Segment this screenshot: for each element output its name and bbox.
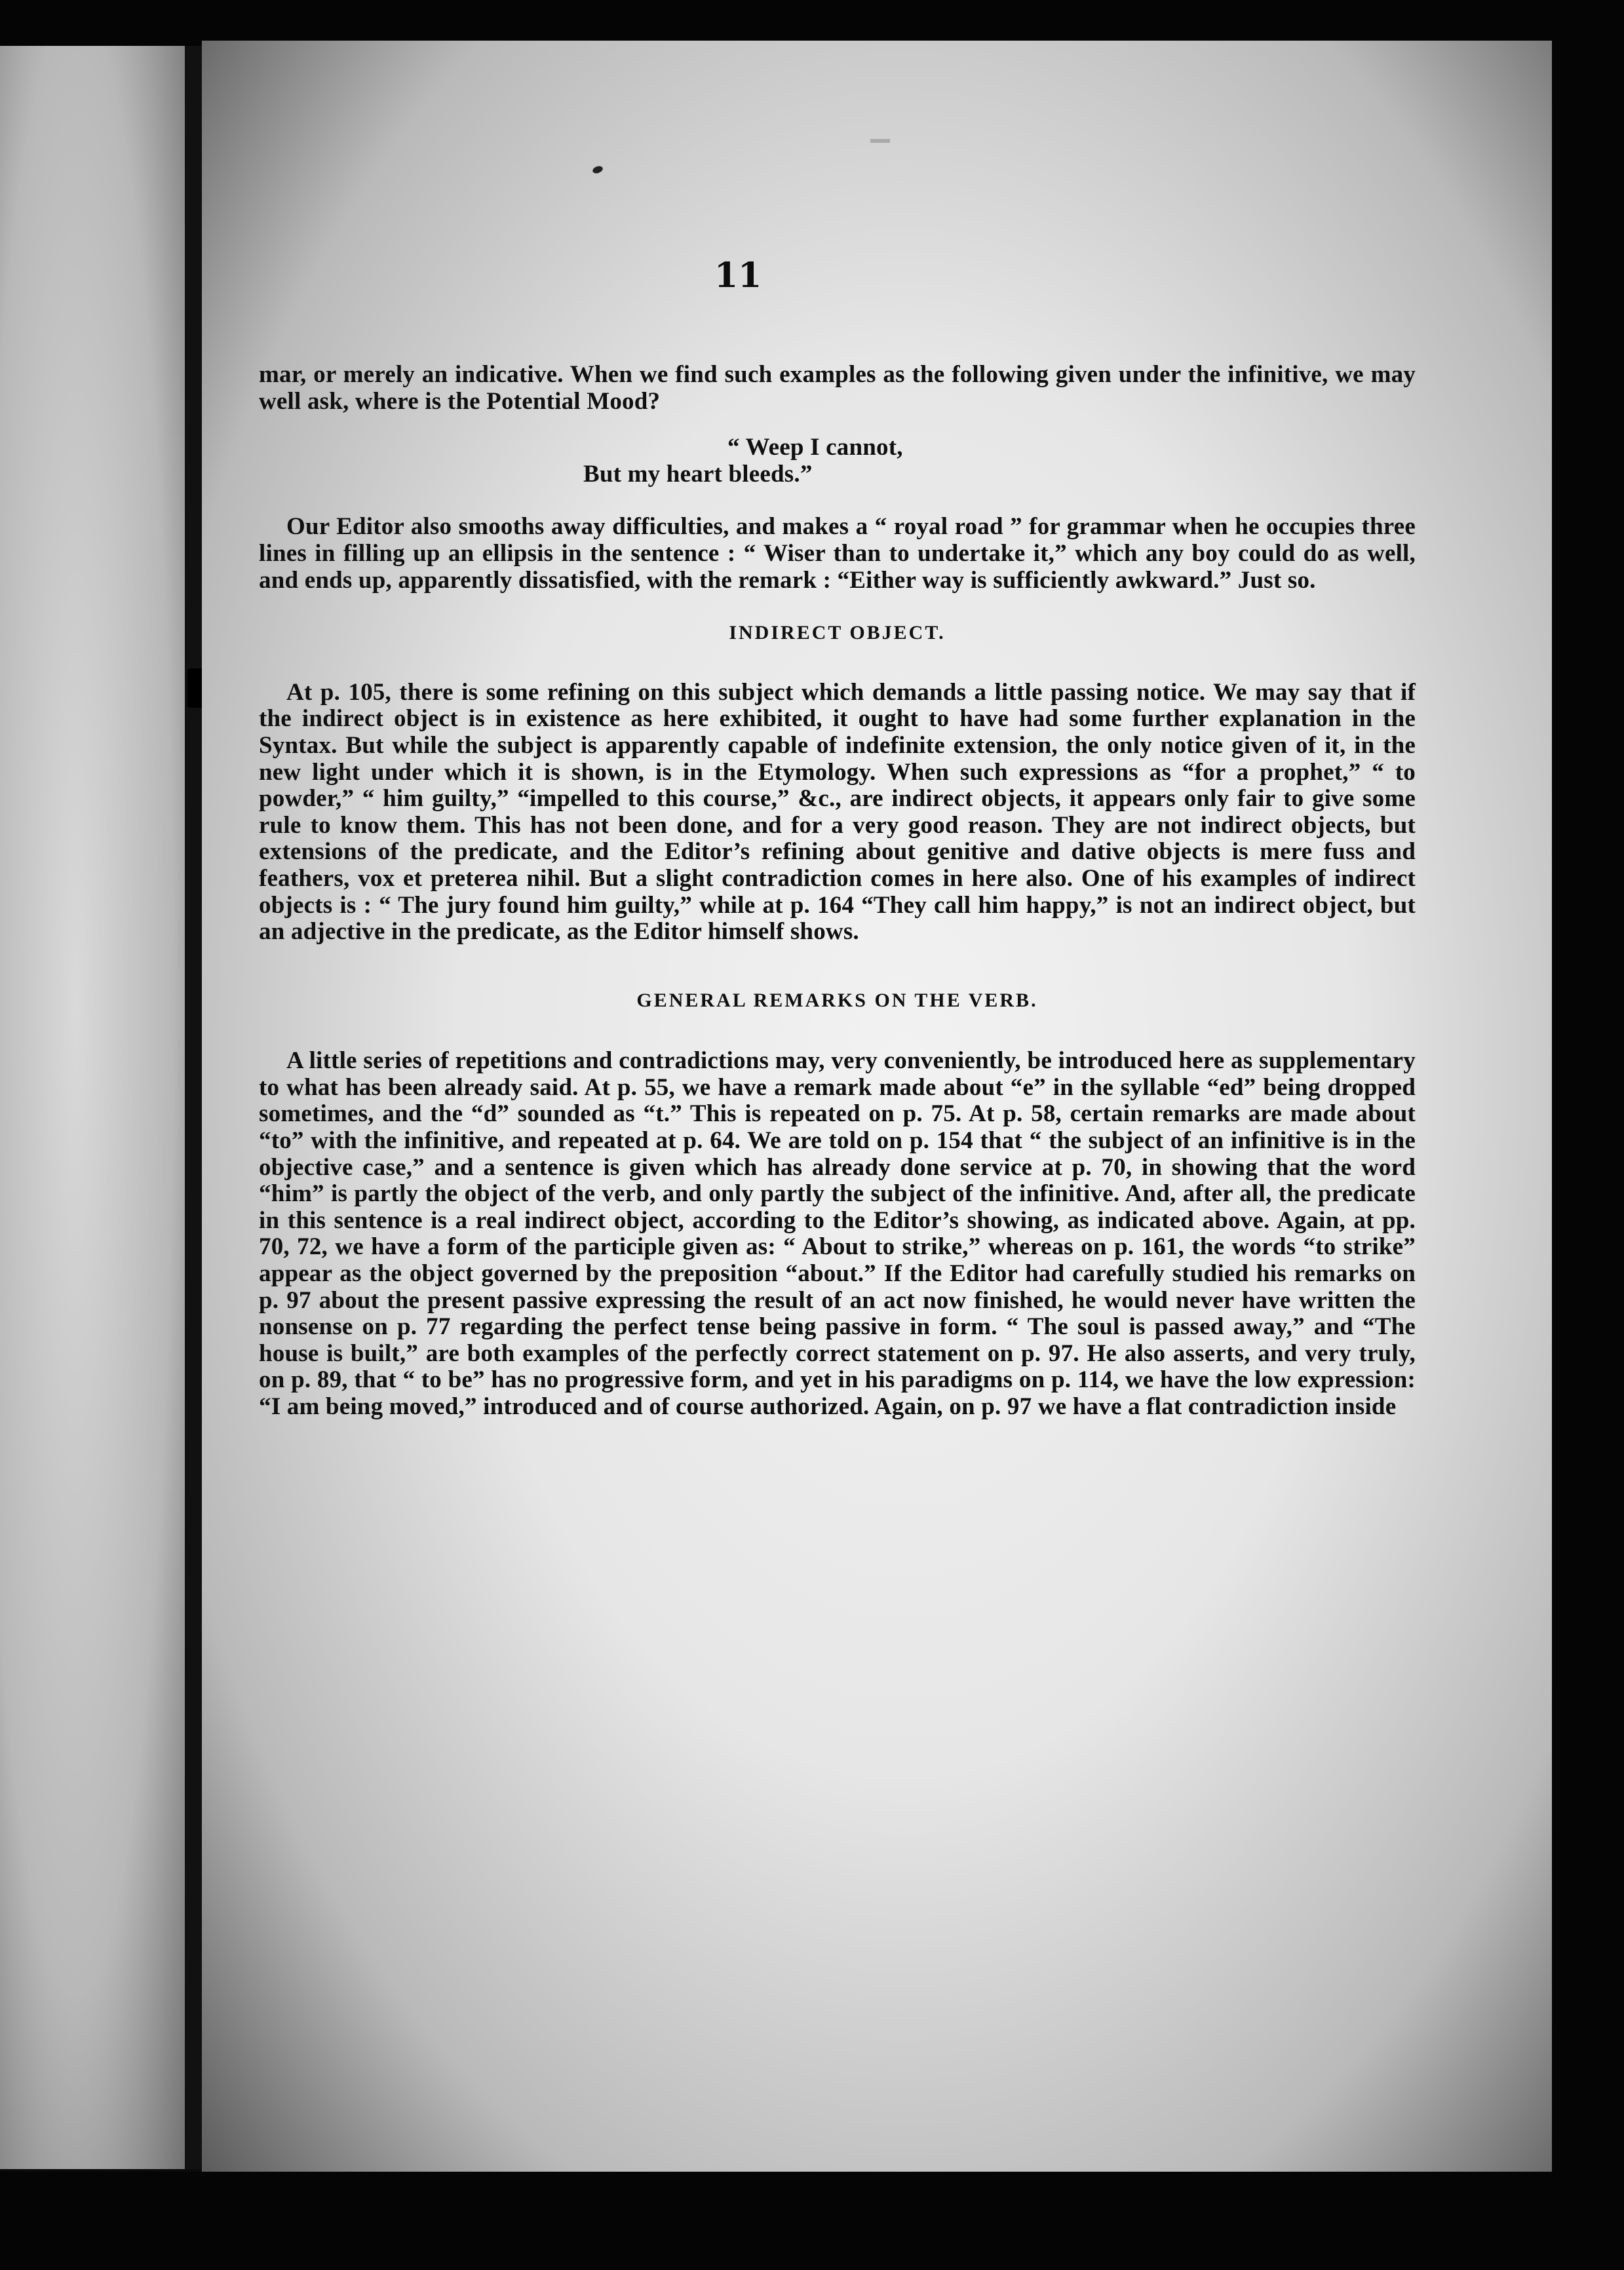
paragraph: A little series of repetitions and contradictions may, very conveniently, be introduced here as supplementary to what has been already said. At p. 55, we have a remark made about “e” in the syllable “ed” being dropped sometimes, and the “d” sounded as “t.” This is repeated on p. 75. At p. 58, certain remarks are made about “to” with the infinitive, and repeated at p. 64. We are told on p. 154 that “ the subject of an infinitive is in the objective case,” and a sentence is given which has already done service at p. 70, in showing that the word “him” is partly the object of the verb, and only partly the subject of the infinitive. And, after all, the predicate in this sentence is a real indirect object, according to the Editor’s showing, as indicated above. Again, at pp. 70, 72, we have a form of the participle given as: “ About to strike,” whereas on p. 161, the words “to strike” appear as the object governed by the preposition “about.” If the Editor had carefully studied his remarks on p. 97 about the present passive expressing the result of an act now finished, he would never have written the nonsense on p. 77 regarding the perfect tense being passive in form. “ The soul is passed away,” and “The house is built,” are both examples of the perfectly correct statement on p. 97. He also asserts, and very truly, on p. 89, that “ to be” has no progressive form, and yet in his paradigms on p. 114, we have the low expression: “I am being moved,” introduced and of course authorized. Again, on p. 97 we have a flat contradiction inside [259, 1047, 1416, 1420]
paragraph: At p. 105, there is some refining on this subject which demands a little passing notice. We may say that if the indirect object is in existence as here exhibited, it ought to have had some further explanation in the Syntax. But while the subject is apparently capable of indefinite extension, the only notice given of it, in the new light under which it is shown, is in the Etymology. When such expressions as “for a prophet,” “ to powder,” “ him guilty,” “impelled to this course,” &c., are indirect objects, it appears only fair to give some rule to know them. This has not been done, and for a very good reason. They are not indirect objects, but extensions of the predicate, and the Editor’s refining about genitive and dative objects is mere fuss and feathers, vox et preterea nihil. But a slight contradiction comes in here also. One of his examples of indirect objects is : “ The jury found him guilty,” while at p. 164 “They call him happy,” is not an indirect object, but an adjective in the predicate, as the Editor himself shows. [259, 678, 1416, 946]
verse-line: “ Weep I cannot, [727, 434, 903, 461]
paragraph: Our Editor also smooths away difficulties, and makes a “ royal road ” for grammar when he occupies three lines in filling up an ellipsis in the sentence : “ Wiser than to undertake it,” which any boy could do as well, and ends up, apparently dissatisfied, with the remark : “Either way is sufficiently awkward.” Just so. [259, 513, 1416, 594]
paragraph-continuation: mar, or merely an indicative. When we find such examples as the following given under the infinitive, we may well ask, where is the Potential Mood? [259, 361, 1416, 415]
page-body [259, 362, 1416, 1421]
scan-border-top [0, 0, 1624, 46]
page-number: 11 [714, 256, 762, 296]
facing-page-edge [0, 46, 190, 2169]
verse-line: But my heart bleeds.” [583, 460, 813, 488]
quoted-verse [259, 434, 1416, 488]
ink-speck [870, 139, 890, 143]
scan-border-right [1552, 0, 1624, 2270]
book-gutter [185, 46, 202, 2169]
section-heading: INDIRECT OBJECT. [729, 622, 946, 644]
ink-speck [592, 165, 604, 175]
section-heading: GENERAL REMARKS ON THE VERB. [636, 989, 1038, 1011]
scan-border-bottom [0, 2172, 1624, 2270]
